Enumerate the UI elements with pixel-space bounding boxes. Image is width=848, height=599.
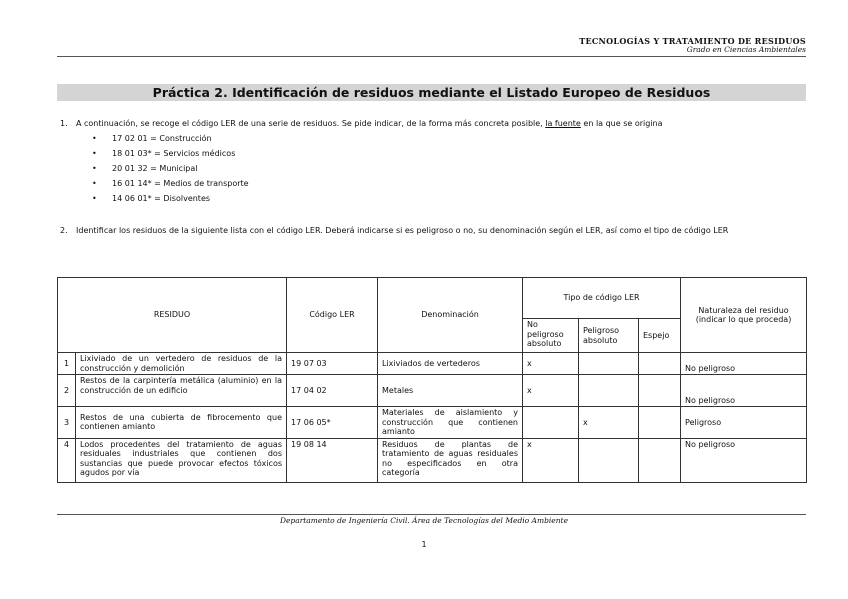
cell-naturaleza: No peligroso <box>681 353 807 375</box>
header-naturaleza: Naturaleza del residuo (indicar lo que proceda) <box>681 278 807 353</box>
header-peligroso: Peligroso absoluto <box>579 319 639 353</box>
header-residuo: RESIDUO <box>58 278 287 353</box>
question-1-text: A continuación, se recoge el código LER de una serie de residuos. Se pide indicar, de la forma más concreta posible, la fuente en la que se origina <box>76 119 663 128</box>
cell-espejo <box>639 407 681 439</box>
cell-naturaleza: No peligroso <box>681 375 807 407</box>
question-1-number: 1. <box>60 119 68 128</box>
row-number: 1 <box>58 353 76 375</box>
cell-naturaleza: No peligroso <box>681 438 807 482</box>
question-2-text: Identificar los residuos de la siguiente lista con el código LER. Deberá indicarse si es peligroso o no, su denominación según el LER, así como el tipo de código LER <box>76 226 729 235</box>
cell-denominacion: Residuos de plantas de tratamiento de aguas residuales no especificados en otra categoría <box>378 438 523 482</box>
footer-text: Departamento de Ingeniería Civil. Área de Tecnologías del Medio Ambiente <box>279 516 569 525</box>
cell-codigo: 19 08 14 <box>287 438 378 482</box>
header-subtitle: Grado en Ciencias Ambientales <box>686 45 806 54</box>
cell-no-peligroso <box>523 407 579 439</box>
row-number: 2 <box>58 375 76 407</box>
cell-codigo: 17 06 05* <box>287 407 378 439</box>
cell-denominacion: Lixiviados de vertederos <box>378 353 523 375</box>
underlined-fuente: la fuente <box>545 119 581 128</box>
cell-espejo <box>639 438 681 482</box>
page-number: 1 <box>421 540 427 549</box>
cell-espejo <box>639 375 681 407</box>
footer-divider <box>57 514 806 515</box>
bullet-icon: • <box>92 134 97 143</box>
cell-peligroso <box>579 375 639 407</box>
table-header-row <box>58 278 807 319</box>
cell-peligroso: x <box>579 407 639 439</box>
cell-no-peligroso: x <box>523 438 579 482</box>
table-row <box>58 353 807 375</box>
cell-denominacion: Materiales de aislamiento y construcción que contienen amianto <box>378 407 523 439</box>
practice-title: Práctica 2. Identificación de residuos mediante el Listado Europeo de Residuos <box>57 84 806 101</box>
header-divider <box>57 56 806 57</box>
bullet-icon: • <box>92 164 97 173</box>
bullet-icon: • <box>92 194 97 203</box>
cell-codigo: 19 07 03 <box>287 353 378 375</box>
cell-residuo: Restos de una cubierta de fibrocemento que contienen amianto <box>76 407 287 439</box>
bullet-icon: • <box>92 179 97 188</box>
cell-naturaleza: Peligroso <box>681 407 807 439</box>
header-espejo: Espejo <box>639 319 681 353</box>
cell-peligroso <box>579 438 639 482</box>
header-codigo: Código LER <box>287 278 378 353</box>
row-number: 3 <box>58 407 76 439</box>
cell-denominacion: Metales <box>378 375 523 407</box>
cell-codigo: 17 04 02 <box>287 375 378 407</box>
cell-residuo: Lodos procedentes del tratamiento de aguas residuales industriales que contienen dos sustancias que puede provocar efectos tóxicos agudos por vía <box>76 438 287 482</box>
question-2-number: 2. <box>60 226 68 235</box>
cell-peligroso <box>579 353 639 375</box>
cell-no-peligroso: x <box>523 375 579 407</box>
bullet-icon: • <box>92 149 97 158</box>
cell-residuo: Lixiviado de un vertedero de residuos de la construcción y demolición <box>76 353 287 375</box>
table-row <box>58 375 807 407</box>
cell-residuo: Restos de la carpintería metálica (aluminio) en la construcción de un edificio <box>76 375 287 407</box>
header-denominacion: Denominación <box>378 278 523 353</box>
header-tipo: Tipo de código LER <box>523 278 681 319</box>
header-no-peligroso: No peligroso absoluto <box>523 319 579 353</box>
cell-no-peligroso: x <box>523 353 579 375</box>
cell-espejo <box>639 353 681 375</box>
table-row <box>58 438 807 482</box>
header-title: TECNOLOGÍAS Y TRATAMIENTO DE RESIDUOS <box>579 36 806 46</box>
table-row <box>58 407 807 439</box>
ler-table <box>57 277 807 483</box>
row-number: 4 <box>58 438 76 482</box>
